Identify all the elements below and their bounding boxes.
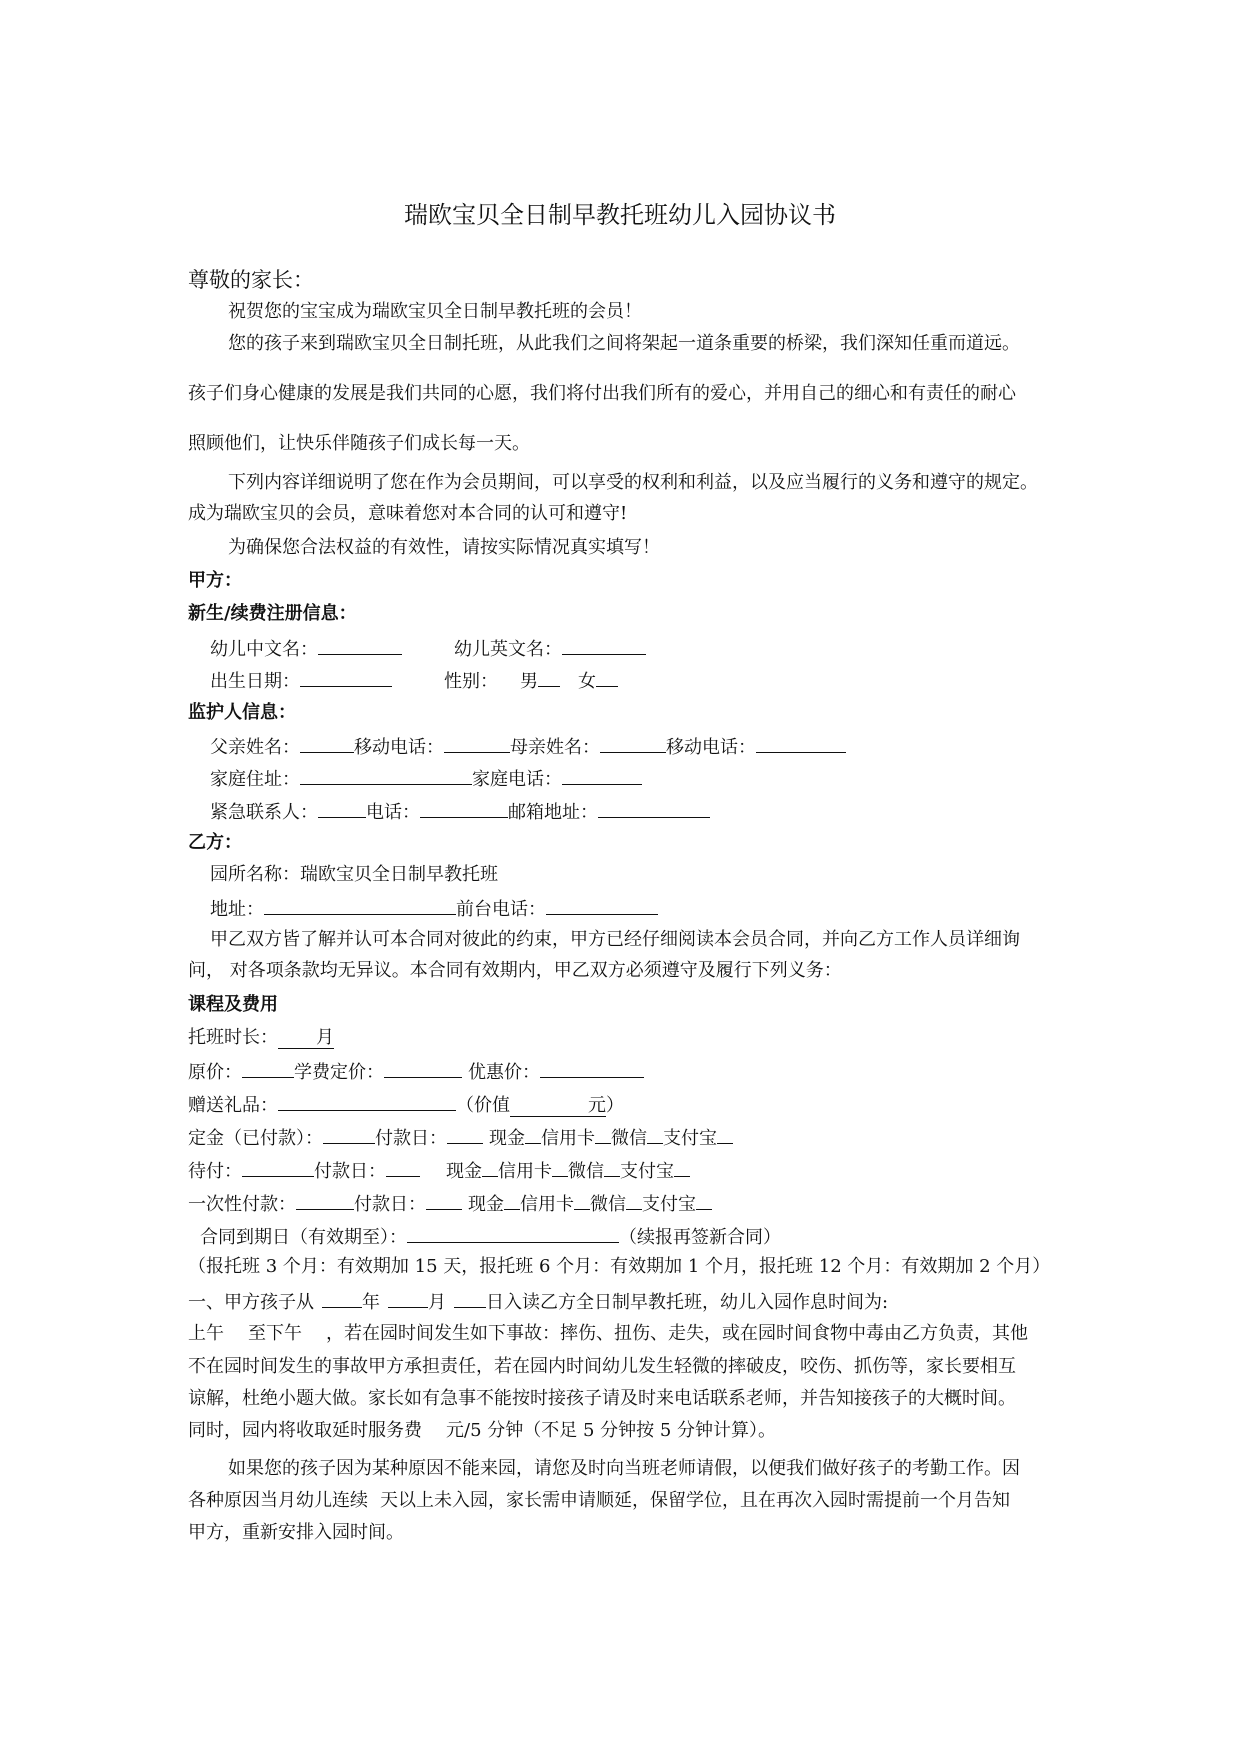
intro-paragraph-3: 孩子们身心健康的发展是我们共同的心愿，我们将付出我们所有的爱心，并用自己的细心和有责任的耐心: [188, 383, 1016, 404]
deposit-wechat-option: 微信: [611, 1128, 647, 1149]
guardian-heading: 监护人信息：: [188, 702, 296, 723]
discount-price-field[interactable]: [540, 1059, 644, 1078]
overtime-fee-label: 同时，园内将收取延时服务费: [188, 1420, 422, 1441]
greeting: 尊敬的家长：: [188, 268, 314, 292]
agreement-line-1: 甲乙双方皆了解并认可本合同对彼此的约束，甲方已经仔细阅读本会员合同，并向乙方工作人员详细询: [210, 929, 1020, 950]
lump-sum-alipay-checkbox[interactable]: [696, 1191, 712, 1210]
emergency-row: [210, 799, 710, 824]
child-en-name-label: 幼儿英文名：: [454, 639, 562, 660]
deposit-row: [188, 1125, 733, 1150]
lump-sum-cash-checkbox[interactable]: [504, 1191, 520, 1210]
female-option: 女: [578, 671, 596, 692]
pending-cash-option: 现金: [446, 1161, 482, 1182]
gift-value-close: ）: [606, 1095, 624, 1116]
intro-paragraph-7: 为确保您合法权益的有效性，请按实际情况真实填写！: [228, 537, 660, 558]
lump-sum-pay-date-label: 付款日：: [354, 1194, 426, 1215]
home-phone-field[interactable]: [562, 766, 642, 785]
lump-sum-row: [188, 1191, 712, 1216]
expiry-row: [200, 1224, 781, 1249]
lump-sum-alipay-option: 支付宝: [642, 1194, 696, 1215]
child-name-row: [210, 636, 646, 661]
gender-label: 性别：: [444, 671, 498, 692]
deposit-card-option: 信用卡: [541, 1128, 595, 1149]
clause1-line-5: [188, 1420, 776, 1442]
emergency-contact-field[interactable]: [318, 799, 366, 818]
lump-sum-cash-option: 现金: [468, 1194, 504, 1215]
expiry-label: 合同到期日（有效期至）：: [200, 1227, 407, 1248]
duration-field[interactable]: [278, 1027, 334, 1049]
pending-alipay-option: 支付宝: [620, 1161, 674, 1182]
discount-price-label: 优惠价：: [468, 1062, 540, 1083]
duration-row: [188, 1027, 334, 1049]
pending-wechat-option: 微信: [568, 1161, 604, 1182]
mother-name-field[interactable]: [600, 734, 666, 753]
birth-gender-row: [210, 668, 618, 693]
course-heading: 课程及费用: [188, 994, 278, 1015]
clause1-start-text: 日入读乙方全日制早教托班，幼儿入园作息时间为:: [486, 1292, 889, 1313]
intro-paragraph-2: 您的孩子来到瑞欧宝贝全日制托班，从此我们之间将架起一道条重要的桥梁，我们深知任重而道远。: [228, 333, 1020, 354]
tuition-price-label: 学费定价：: [294, 1062, 384, 1083]
deposit-pay-date-label: 付款日：: [375, 1128, 447, 1149]
child-en-name-field[interactable]: [562, 636, 646, 655]
child-cn-name-field[interactable]: [318, 636, 402, 655]
mother-mobile-label: 移动电话：: [666, 737, 756, 758]
pending-cash-checkbox[interactable]: [482, 1158, 498, 1177]
clause2-line-2: [188, 1490, 1010, 1512]
mother-mobile-field[interactable]: [756, 734, 846, 753]
emergency-contact-label: 紧急联系人：: [210, 802, 318, 823]
emergency-phone-field[interactable]: [420, 799, 508, 818]
pending-pay-date-field[interactable]: [386, 1158, 420, 1177]
price-row: [188, 1059, 644, 1084]
school-address-label: 地址：: [210, 899, 264, 920]
female-checkbox[interactable]: [596, 668, 618, 687]
father-mobile-field[interactable]: [444, 734, 510, 753]
gift-field[interactable]: [278, 1092, 456, 1111]
deposit-pay-date-field[interactable]: [447, 1125, 483, 1144]
intro-paragraph-1: 祝贺您的宝宝成为瑞欧宝贝全日制早教托班的会员！: [228, 301, 642, 322]
expiry-field[interactable]: [407, 1224, 619, 1243]
deposit-alipay-option: 支付宝: [663, 1128, 717, 1149]
pending-row: [188, 1158, 690, 1183]
tuition-price-field[interactable]: [384, 1059, 462, 1078]
document-title: 瑞欧宝贝全日制早教托班幼儿入园协议书: [404, 201, 836, 229]
clause1-line-1: [188, 1289, 888, 1314]
month-label: 月: [428, 1292, 446, 1313]
overtime-fee-text: 元/5 分钟（不足 5 分钟按 5 分钟计算）。: [446, 1420, 777, 1441]
registration-heading: 新生/续费注册信息：: [188, 603, 357, 624]
pm-label: 至下午: [248, 1323, 302, 1344]
deposit-wechat-checkbox[interactable]: [647, 1125, 663, 1144]
start-month-field[interactable]: [388, 1289, 428, 1308]
clause1-line-3: 不在园时间发生的事故甲方承担责任，若在园内时间幼儿发生轻微的摔破皮，咬伤、抓伤等，家长要相互: [188, 1356, 1016, 1377]
school-address-field[interactable]: [264, 896, 456, 915]
renew-note: （续报再签新合同）: [619, 1227, 781, 1248]
deposit-card-checkbox[interactable]: [595, 1125, 611, 1144]
home-address-label: 家庭住址：: [210, 769, 300, 790]
pending-card-checkbox[interactable]: [552, 1158, 568, 1177]
start-year-field[interactable]: [322, 1289, 362, 1308]
gift-row: [188, 1092, 624, 1117]
father-name-label: 父亲姓名：: [210, 737, 300, 758]
lump-sum-card-option: 信用卡: [520, 1194, 574, 1215]
lump-sum-wechat-option: 微信: [590, 1194, 626, 1215]
gift-value-field[interactable]: [510, 1095, 606, 1117]
male-checkbox[interactable]: [538, 668, 560, 687]
clause2-line-3: 甲方，重新安排入园时间。: [188, 1522, 404, 1543]
lump-sum-wechat-checkbox[interactable]: [626, 1191, 642, 1210]
intro-paragraph-6: 成为瑞欧宝贝的会员，意味着您对本合同的认可和遵守!: [188, 503, 628, 524]
clause1-line-2: [188, 1323, 1028, 1345]
gift-value-open: （价值: [456, 1095, 510, 1116]
validity-note: （报托班 3 个月：有效期加 15 天，报托班 6 个月：有效期加 1 个月，报托班 12 个月：有效期加 2 个月）: [188, 1256, 1051, 1277]
pending-pay-date-label: 付款日：: [314, 1161, 386, 1182]
front-desk-phone-label: 前台电话：: [456, 899, 546, 920]
deposit-field[interactable]: [323, 1125, 375, 1144]
clause1-start-label: 一、甲方孩子从: [188, 1292, 314, 1313]
intro-paragraph-5: 下列内容详细说明了您在作为会员期间，可以享受的权利和利益，以及应当履行的义务和遵守的规定。: [228, 472, 1038, 493]
deposit-cash-option: 现金: [489, 1128, 525, 1149]
parents-row: [210, 734, 846, 759]
pending-card-option: 信用卡: [498, 1161, 552, 1182]
father-mobile-label: 移动电话：: [354, 737, 444, 758]
birth-date-label: 出生日期：: [210, 671, 300, 692]
party-b-heading: 乙方：: [188, 832, 242, 853]
front-desk-phone-field[interactable]: [546, 896, 658, 915]
pending-wechat-checkbox[interactable]: [604, 1158, 620, 1177]
school-name: 园所名称：瑞欧宝贝全日制早教托班: [210, 864, 498, 885]
birth-date-field[interactable]: [300, 668, 392, 687]
home-address-field[interactable]: [300, 766, 472, 785]
original-price-field[interactable]: [242, 1059, 294, 1078]
home-phone-label: 家庭电话：: [472, 769, 562, 790]
deposit-cash-checkbox[interactable]: [525, 1125, 541, 1144]
email-field[interactable]: [598, 799, 710, 818]
party-a-heading: 甲方：: [188, 570, 242, 591]
pending-alipay-checkbox[interactable]: [674, 1158, 690, 1177]
pending-label: 待付：: [188, 1161, 242, 1182]
clause2-line-1: 如果您的孩子因为某种原因不能来园，请您及时向当班老师请假，以便我们做好孩子的考勤工作。因: [228, 1458, 1020, 1479]
lump-sum-field[interactable]: [296, 1191, 354, 1210]
father-name-field[interactable]: [300, 734, 354, 753]
child-cn-name-label: 幼儿中文名：: [210, 639, 318, 660]
school-address-row: [210, 896, 658, 921]
agreement-line-2: 问， 对各项条款均无异议。本合同有效期内，甲乙双方必须遵守及履行下列义务：: [188, 960, 842, 981]
am-label: 上午: [188, 1323, 224, 1344]
male-option: 男: [520, 671, 538, 692]
deposit-label: 定金（已付款）：: [188, 1128, 323, 1149]
clause1-line-4: 谅解，杜绝小题大做。家长如有急事不能按时接孩子请及时来电话联系老师，并告知接孩子的大概时间。: [188, 1388, 1016, 1409]
lump-sum-pay-date-field[interactable]: [426, 1191, 462, 1210]
deposit-alipay-checkbox[interactable]: [717, 1125, 733, 1144]
lump-sum-label: 一次性付款：: [188, 1194, 296, 1215]
mother-name-label: 母亲姓名：: [510, 737, 600, 758]
duration-unit: 月: [316, 1027, 334, 1048]
pending-field[interactable]: [242, 1158, 314, 1177]
year-label: 年: [362, 1292, 380, 1313]
start-day-field[interactable]: [454, 1289, 486, 1308]
home-row: [210, 766, 642, 791]
lump-sum-card-checkbox[interactable]: [574, 1191, 590, 1210]
absence-text: 天以上未入园，家长需申请顺延，保留学位，且在再次入园时需提前一个月告知: [380, 1490, 1010, 1511]
duration-label: 托班时长：: [188, 1027, 278, 1048]
absence-label: 各种原因当月幼儿连续: [188, 1490, 368, 1511]
original-price-label: 原价：: [188, 1062, 242, 1083]
gift-label: 赠送礼品：: [188, 1095, 278, 1116]
gift-value-unit: 元: [588, 1095, 606, 1116]
clause1-accident-text: ，若在园时间发生如下事故：摔伤、扭伤、走失，或在园时间食物中毒由乙方负责，其他: [326, 1323, 1028, 1344]
email-label: 邮箱地址：: [508, 802, 598, 823]
emergency-phone-label: 电话：: [366, 802, 420, 823]
intro-paragraph-4: 照顾他们，让快乐伴随孩子们成长每一天。: [188, 433, 530, 454]
